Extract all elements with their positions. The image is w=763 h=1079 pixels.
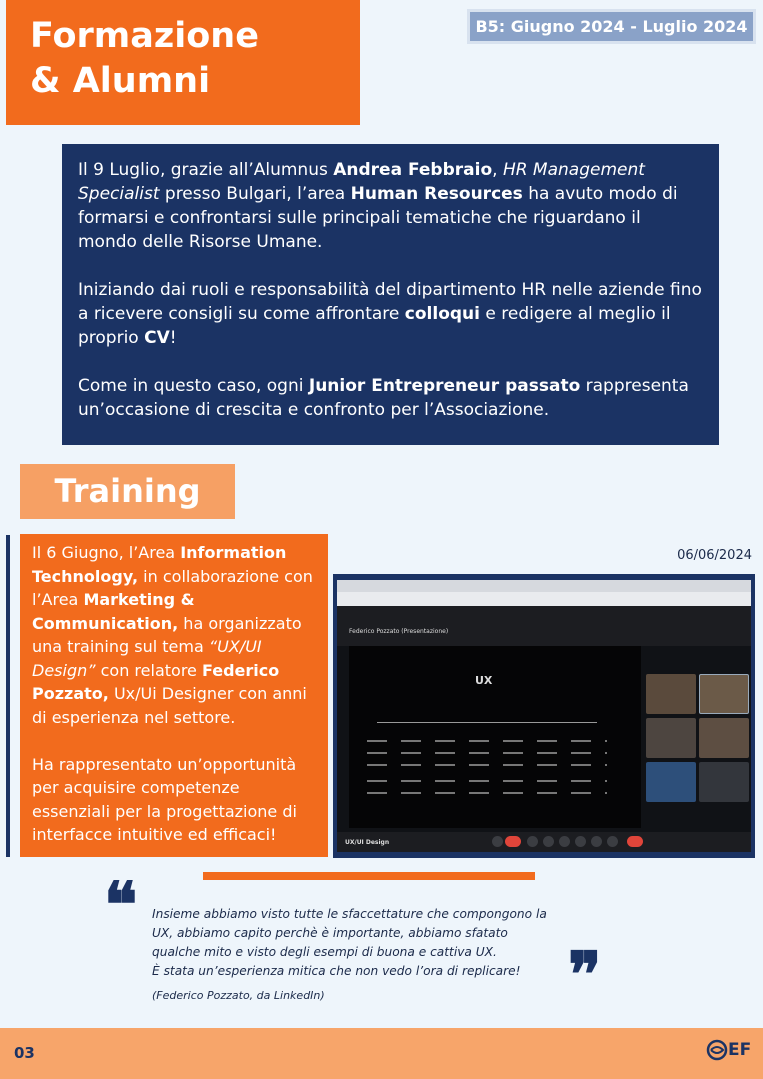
meeting-screenshot-image (337, 580, 751, 852)
participant-tile (699, 674, 749, 714)
training-screenshot (333, 574, 755, 858)
presentation-slide (349, 646, 641, 828)
alumni-paragraph-3: Come in questo caso, ogni Junior Entrepreneur passato rappresenta un’occasione di crescita e confronto per l’Associazione. (78, 376, 689, 420)
participant-tile (699, 762, 749, 802)
participant-tile (646, 674, 696, 714)
open-quote-icon: ❝ (104, 868, 138, 941)
quote-author: (Federico Pozzato, da LinkedIn) (152, 989, 325, 1002)
alumni-paragraph-1: Il 9 Luglio, grazie all’Alumnus Andrea Febbraio, HR Management Specialist presso Bulgari, l’area Human Resources ha avuto modo di formarsi e confrontarsi sulle principali tematiche che riguardano il mondo delle Risorse Umane. (78, 160, 678, 252)
participant-tile (699, 718, 749, 758)
quote-text: Insieme abbiamo visto tutte le sfaccettature che compongono la UX, abbiamo capito perchè è importante, abbiamo sfatato qualche mito e visto degli esempi di buona e cattiva UX. È stata un’esperienza mitica che non vedo l’ora di replicare! (152, 907, 547, 978)
page-number: 03 (14, 1044, 35, 1062)
alumni-text-box (62, 144, 719, 445)
slide-title: UX (475, 674, 493, 687)
training-date: 06/06/2024 (677, 548, 752, 563)
jef-logo (706, 1038, 752, 1068)
alumni-paragraph-2: Iniziando dai ruoli e responsabilità del dipartimento HR nelle aziende fino a ricevere consigli su come affrontare colloqui e redigere al meglio il proprio CV! (78, 280, 702, 348)
logo-swirl-icon (706, 1038, 728, 1062)
meeting-label: UX/UI Design (345, 839, 390, 846)
divider-rule (203, 872, 535, 880)
section-title-line1: Formazione (30, 16, 259, 56)
accent-bar (6, 535, 10, 857)
section-title-line2: & Alumni (30, 61, 211, 101)
issue-badge: B5: Giugno 2024 - Luglio 2024 (467, 9, 756, 44)
participant-tile (646, 762, 696, 802)
training-heading: Training (20, 464, 235, 519)
close-quote-icon: ❞ (568, 938, 602, 1011)
training-text-box (20, 534, 328, 857)
logo-text: EF (728, 1040, 752, 1060)
training-paragraph-2: Ha rappresentato un’opportunità per acquisire competenze essenziali per la progettazione di interfacce intuitive ed efficaci! (32, 754, 297, 844)
section-title-box (6, 0, 360, 125)
meeting-title: Federico Pozzato (Presentazione) (349, 628, 449, 635)
page-footer (0, 1028, 763, 1079)
participant-tile (646, 718, 696, 758)
training-paragraph-1: Il 6 Giugno, l’Area Information Technology, in collaborazione con l’Area Marketing & Communication, ha organizzato una training sul tema “UX/UI Design” con relatore Federico Pozzato, Ux/Ui Designer con anni di esperienza nel settore. (32, 543, 313, 727)
